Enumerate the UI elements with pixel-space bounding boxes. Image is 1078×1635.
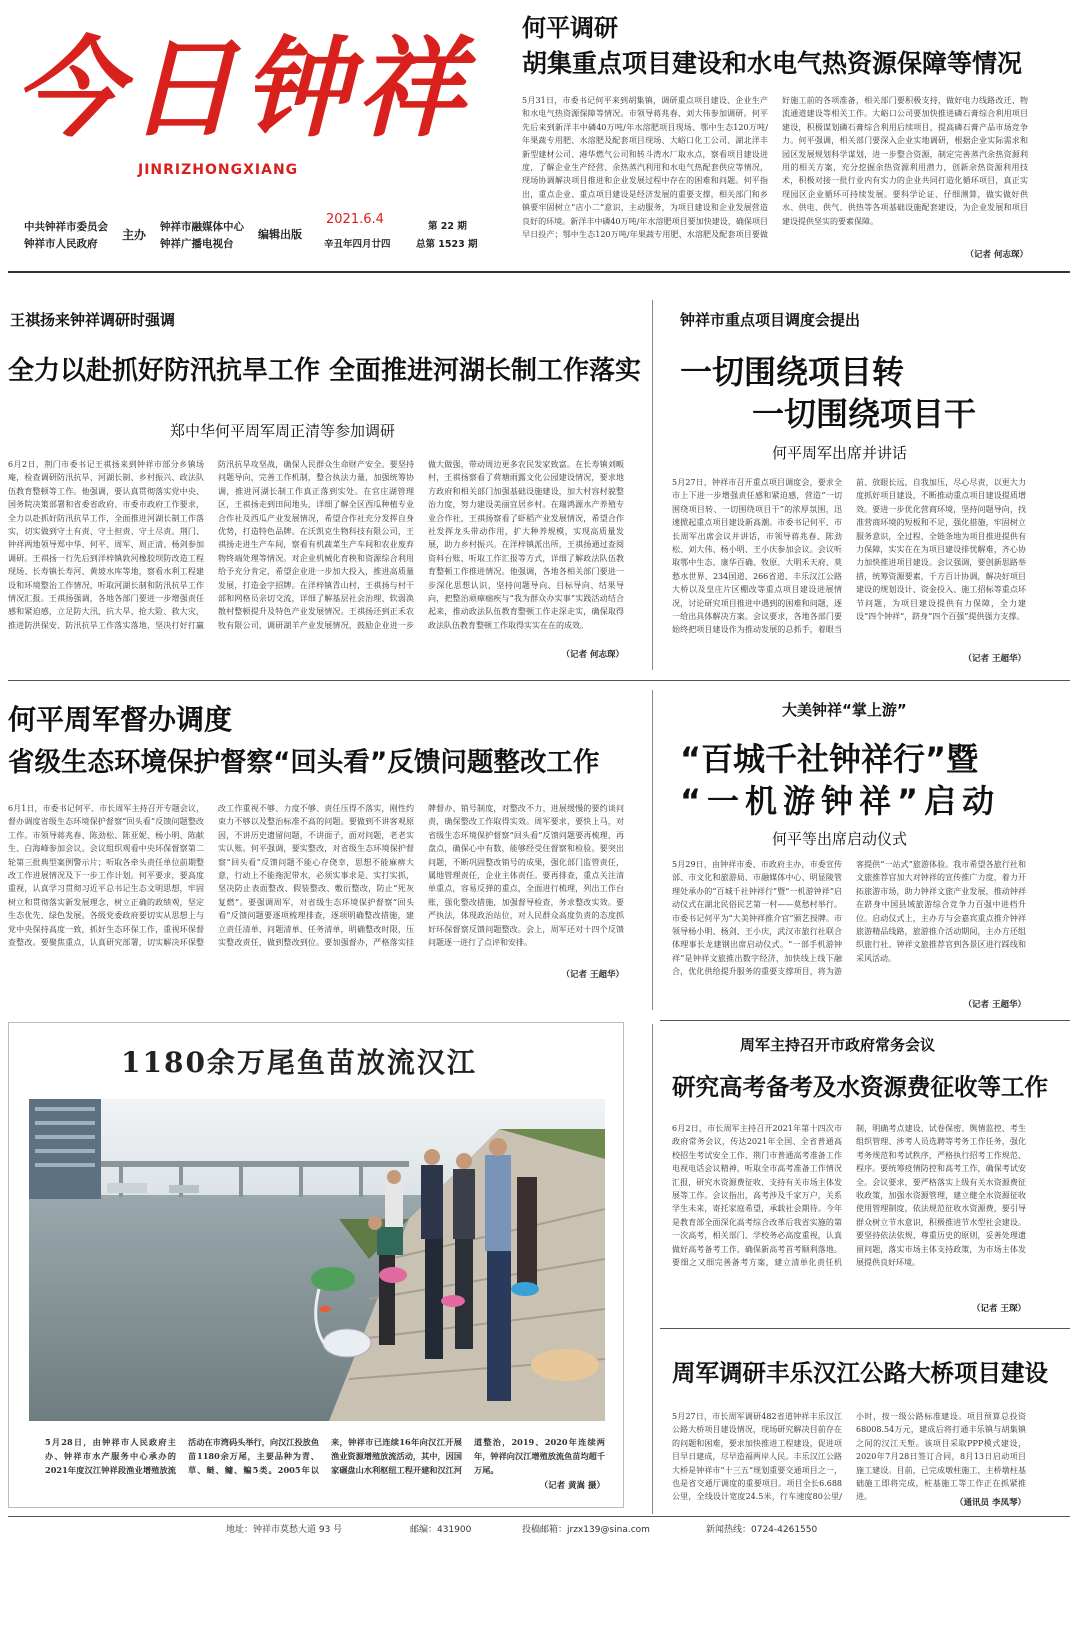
section-rule-2 <box>660 1020 1070 1021</box>
article-5-byline: （记者 王超华） <box>900 998 1026 1010</box>
article-8-byline: （通讯员 李凤琴） <box>890 1496 1026 1508</box>
publisher-1: 钟祥市融媒体中心 <box>160 221 244 233</box>
article-6-byline: （记者 黄嵩 摄） <box>479 1479 605 1491</box>
photo-feature-box <box>8 1022 624 1508</box>
lunar-date: 辛丑年四月廿四 <box>324 239 391 250</box>
article-4-headline-line1: 何平周军督办调度 <box>8 703 233 736</box>
article-4-body: 6月1日，市委书记何平、市长周军主持召开专题会议，督办调度省级生态环境保护督察“回头看”反馈问题整改工作。市领导蒋兆春、陈劲松、陈亚妮、杨小明、陈献生、白海峰参加会议。会议组织观看中央环保督察第二轮第三批典型案例警示片；听取各牵头责任单位前期整改工作进展情况及下一步工作计划。何平要求，要高度重视，认真学习贯彻习近平总书记生态文明思想，牢固树立和贯彻落实新发展理念，树立正确的政绩观，坚定生态优先、绿色发展。各级党委政府要切实从思想上与党中央保持高度一致，抓好生态环保工作，重视环保督查整改。要聚焦重点，认真研究部署，切实解决环保整改工作重视不够、力度不够、责任压得不落实，刚性约束力不够以及整治标准不高的问题。要做到不讲客观原因，不讲历史遗留问题，不讲面子，面对问题，老老实实认账。何平强调，要实整改，对省级生态环境保护督察“回头看”反馈问题不能心存侥幸，思想不能麻痹大意，行动上不能拖泥带水，必须实事求是、实打实抓，坚决防止表面整改、假装整改、敷衍整改，防止“死灰复燃”。要强调周军，对省级生态环境保护督察“回头看”反馈问题要逐项梳理排查，逐项明确整改措施，建立责任清单、问题清单、任务清单，明确整改时限，压实整改责任，做到整改到位。要加强督办，严格落实挂牌督办、销号制度，对整改不力、进展缓慢的要约谈问责，确保整改工作取得实效。周军要求，要快上马，对省级生态环境保护督察“回头看”反馈问题要再梳理、再盘点，确保心中有数，能够经受住督察和检验。要突出问题，不断巩固整改销号的成果，强化部门监管责任，属地管理责任，企业主体责任。要再排查，重点关注清单重点，容易反弹的重点，全面进行梳理，列出工作台账，强化整改措施，加强督导检查，务求整改实效。要严执法，体现政治站位，对人民群众高度负责的态度抓好环保督察反馈问题整改。会上，周军还对十四个反馈问题逐一进行了点评和安排。 <box>8 804 624 948</box>
green-basin <box>311 1267 355 1291</box>
masthead-rule <box>8 271 1070 273</box>
boat <box>107 1183 147 1193</box>
bridge-deck <box>89 1161 409 1167</box>
article-7-byline: （记者 王琛） <box>920 1302 1026 1314</box>
article-5-headline-line1: “百城千社钟祥行”暨 <box>680 740 979 778</box>
article-2-headline: 全力以赴抓好防汛抗旱工作 全面推进河湖长制工作落实 <box>8 356 642 386</box>
section-rule-3 <box>660 1328 1070 1329</box>
column-divider-3 <box>652 1024 653 1514</box>
article-1-body: 5月31日，市委书记何平来到胡集镇，调研重点项目建设、企业生产和水电气热资源保障等情况。市领导蒋兆春、刘大伟参加调研。何平先后来到新洋丰中磷40万吨/年水溶肥项目现场、鄂中生态120万吨/年果蔬专用肥、水溶肥及配套项目现场、大峪口化工公司、湖北洋丰新型建材公司、港华燃气公司和转斗湾水厂取水点，察看项目建设进度，了解企业生产经营、余热蒸汽利用和水电气热配套供应等情况，现场协调解决项目推进和企业发展过程中存在的困难和问题。何平指出，重点企业、重点项目建设是经济发展的重要支撑，相关部门和乡镇要牢固树立“店小二”意识，主动服务，为项目建设和企业发展营造良好的环境。新洋丰中磷40万吨/年水溶肥项目要加快建设，确保项目早日投产；鄂中生态120万吨/年果蔬专用肥、水溶肥及配套项目要做好施工前的各项准备，相关部门要积极支持，做好电力线路改迁、物流通道建设等相关工作。大峪口公司要加快推进磷石膏综合利用项目建设，积极谋划磷石膏综合利用后续项目，提高磷石膏产品市场竞争力。何平强调，相关部门要深入企业实地调研，根据企业实际需求和园区发展规划科学谋划，进一步整合资源，制定完善蒸汽余热资源利用的相关方案，充分挖掘余热资源利用潜力，创新余热资源利用技术，积极对接一批行业内有实力的企业共同打造化循环项目，真正实现园区企业循环可持续发展。要科学论证、仔细测算，做实做好供水、供电、供气、供热等各项基础设施配套建设，为企业发展和项目建设提供坚实的要素保障。 <box>522 96 1028 240</box>
basket <box>323 1329 371 1357</box>
article-2-body: 6月2日，荆门市委书记王祺扬来到钟祥市部分乡镇场庵，检查调研防汛抗旱、河湖长制、乡村振兴、政法队伍教育整顿等工作。他强调，要认真贯彻落实党中央、国务院决策部署和省委省政府、市委市政府工作要求，全力以赴抓好防汛抗旱工作，全面推进河湖长制工作落实，切实做到守土有责、守土担责、守土尽责。荆门、钟祥两地领导郑中华、何平、周军、周正清、杨剑参加调研。王祺扬一行先后到洋梓镇敦河橡胶坝防改造工程现场、长寿镇长寿河、黄坡水库等地，察看水利工程建设和环境整治工作情况，听取河湖长制和防汛抗旱工作情况汇报。王祺扬强调，各地各部门要进一步增强责任感和紧迫感，立足防大汛、抗大旱、抢大险、救大灾，推进防洪保安、防汛抗旱工作落实落地，坚决打好打赢防汛抗旱攻坚战，确保人民群众生命财产安全。要坚持问题导向，完善工作机制，整合执法力量，加强统筹协调，推进河湖长制工作真正落到实处。在官庄湖管理区，王祺扬走到田间地头，详细了解全区西瓜种植专业合作社及西瓜产业发展情况，希望合作社充分发挥自身优势，打造特色品牌。在沃凯克生物科技有限公司，王祺扬走进生产车间，察看有机蔬菜生产车间和农业废弃物终端处理等情况。对企业机械化育秧和资源综合利用给予充分肯定，希望企业进一步加大投入，推进高质量发展，打造金字招牌。在洋梓镇青山村，王祺扬与村干部和网格员亲切交流，详细了解基层社会治理、软弱涣散村整顿提升及特色产业发展情况。王祺扬还到正禾农牧有限公司，调研湖羊产业发展情况，鼓励企业进一步做大做强，带动周边更多农民发家致富。在长寿镇刘畈村，王祺扬察看了荷塘雨露文化公园建设情况，要求地方政府和相关部门加强基础设施建设，加大村容村貌整治力度，努力建设美丽宜居乡村。在瑞鸿源水产养殖专业合作社，王祺扬察看了虾稻产业发展情况，希望合作社发挥龙头带动作用，扩大种养规模，实现高质量发展，助力乡村振兴。在洋梓镇派出所，王祺扬通过查阅资料台账、听取工作汇报等方式，详细了解政法队伍教育整顿工作推进情况。他强调，各地各相关部门要进一步深化思想认识，坚持问题导向、目标导向、结果导向，把整治顽瘴痼疾与“我为群众办实事”实践活动结合起来，推动政法队伍教育整顿工作走深走实，确保取得政法队伍教育整顿工作取得实实在在的成效。 <box>8 460 624 630</box>
article-7-headline: 研究高考备考及水资源费征收等工作 <box>672 1073 1048 1101</box>
sponsor-1: 中共钟祥市委员会 <box>24 221 108 233</box>
article-2-subhead: 郑中华何平周军周正清等参加调研 <box>170 422 396 440</box>
article-5-headline-line2: “一机游钟祥”启动 <box>680 782 1001 820</box>
column-divider-1 <box>652 300 653 670</box>
article-3-subhead: 何平周军出席并讲话 <box>772 444 908 462</box>
article-1-byline: （记者 何志琛） <box>880 248 1028 260</box>
sponsor-role: 主办 <box>122 228 147 242</box>
article-2-byline: （记者 何志琛） <box>490 648 624 660</box>
article-4-byline: （记者 王超华） <box>490 968 624 980</box>
logo: 今日钟祥 <box>14 26 471 152</box>
issue-number: 第 22 期 <box>428 221 467 232</box>
footer-postcode: 邮编：431900 <box>410 1525 472 1535</box>
section-rule-1 <box>8 680 1070 681</box>
publisher-2: 钟祥广播电视台 <box>160 238 234 250</box>
article-1-kicker: 何平调研 <box>522 14 618 42</box>
logo-pinyin: JINRIZHONGXIANG <box>138 162 299 178</box>
article-2-kicker: 王祺扬来钟祥调研时强调 <box>10 311 176 329</box>
article-3-byline: （记者 王超华） <box>963 654 1026 664</box>
beige-basin <box>531 1349 599 1381</box>
publisher-role: 编辑出版 <box>258 228 302 241</box>
footer-email: 投稿邮箱：jrzx139@sina.com <box>522 1525 650 1535</box>
article-5-kicker: 大美钟祥“掌上游” <box>782 701 907 719</box>
article-4-headline-line2: 省级生态环境保护督察“回头看”反馈问题整改工作 <box>8 747 600 778</box>
sponsor-2: 钟祥市人民政府 <box>24 238 98 250</box>
article-3-kicker: 钟祥市重点项目调度会提出 <box>680 311 861 329</box>
issue-date: 2021.6.4 <box>326 212 384 227</box>
article-5-body: 5月29日，由钟祥市委、市政府主办，市委宣传部、市文化和旅游局、市融媒体中心、明显陵管理处承办的“百城千社钟祥行”暨“一机游钟祥”启动仪式在湖北民俗民艺第一村——莫愁村举行。市委书记何平为“大美钟祥推介官”颁艺授牌。市领导杨小明、杨剑、王小庆，武汉市旅行社联合体理事长龙建钢出席启动仪式。“一部手机游钟祥”是钟祥文旅推出数字经济，加快线上线下融合，优化供给提升服务的重要支撑项目，将为游客提供“一站式”旅游体验。我市希望各旅行社和文旅推荐官加大对钟祥的宣传推广力度，着力开拓旅游市场，助力钟祥文旅产业发展，推动钟祥在跻身中国县域旅游综合竞争力百强中进档升位。启动仪式上，主办方与会嘉宾重点推介钟祥旅游精品线路，旅游推介活动期间，主办方还组织旅行社、钟祥文旅推荐官到各景区进行踩线和采风活动。 <box>672 860 1026 977</box>
footer-address: 地址：钟祥市莫愁大道 93 号 <box>226 1525 343 1535</box>
total-issue-number: 总第 1523 期 <box>416 239 478 250</box>
article-7-body: 6月2日，市长周军主持召开2021年第十四次市政府常务会议，传达2021年全国、全省普通高校招生考试安全工作、荆门市普通高考准备工作电视电话会议精神，听取全市高考准备工作情况汇报，研究水资源费征收、支持有关市场主体发展等工作。会议指出，高考涉及千家万户，关系学生未来，寄托家庭希望，承载社会期待。今年是教育部全面深化高考综合改革后我省实施的第一次高考，相关部门、学校务必高度重视，认真做好高考备考工作，确保新高考首考顺利落地。要细之又细完善备考方案，建立清单化责任机制，明确考点建设、试卷保密、舆情监控、考生组织管理、涉考人员选聘等考务工作任务，强化考务规范和考试秩序，严格执行招考工作规范、程序。要统筹疫情防控和高考工作，确保考试安全。会议要求，要严格落实上级有关水资源费征收政策，加强水资源管理，建立健全水资源征收使用管理制度，依法规范征收水资源费，要引导群众树立节水意识，积极推进节水型社会建设。要坚持依法依规、尊重历史的原则，妥善处理遗留问题，落实市场主体支持政策，为市场主体发展提供良好环境。 <box>672 1124 1026 1268</box>
pink-basin <box>379 1267 407 1283</box>
footer-hotline: 新闻热线：0724-4261550 <box>706 1525 818 1535</box>
article-3-headline-line1: 一切围绕项目转 <box>680 353 905 391</box>
article-1-headline: 胡集重点项目建设和水电气热资源保障等情况 <box>522 49 1023 78</box>
article-3-headline-line2: 一切围绕项目干 <box>752 395 977 433</box>
column-divider-2 <box>652 690 653 1010</box>
article-8-body: 5月27日，市长周军调研482省道钟祥丰乐汉江公路大桥项目建设情况，现场研究解决目前存在的问题和困难，要求加快推进工程建设，促进项目早日建成，尽早造福两岸人民。丰乐汉江公路大桥是钟祥市“十三五”规划重要交通项目之一，也是省交通厅调度的重要项目。项目全长6.688公里，全线设计宽度24.5米，行车速度80公里/小时，按一级公路标准建设。项目预算总投资68008.54万元，建成后将打通丰乐镇与胡集镇之间的汉江天堑。该项目采取PPP模式建设，2020年7月28日签订合同，8月13日启动项目施工建设。目前，已完成墩柱施工，主桥墩柱基础施工即将完成，桩基施工等工作正在抓紧推进。 <box>672 1412 1026 1502</box>
article-6-caption: 5月28日，由钟祥市人民政府主办、钟祥市水产服务中心承办的2021年度汉江钟祥段渔业增殖放流活动在市湾码头举行，向汉江投放鱼苗1180余万尾，主要品种为青、草、鲢、鳙、鳊5类。2005年以来，钟祥市已连续16年向汉江开展渔业资源增殖放流活动，其中，因国家碾盘山水利枢纽工程开建和汉江河道整治，2019、2020年连续两年，钟祥向汉江增殖放流鱼苗均超千万尾。 <box>45 1437 605 1475</box>
article-6-headline: 1180余万尾鱼苗放流汉江 <box>121 1046 477 1079</box>
masthead <box>0 0 1078 274</box>
article-3-body: 5月27日，钟祥市召开重点项目调度会，要求全市上下进一步增强责任感和紧迫感，营造“一切围绕项目转、一切围绕项目干”的浓厚氛围，迅速掀起重点项目建设新高潮。市委书记何平、市长周军出席会议并讲话，市领导蒋兆春、陈劲松、刘大伟、杨小明、王小庆参加会议。会议听取鄂中生态、康华百确、牧原、大明禾天府、莫愁水世界、234国道、266省道、丰乐汉江公路大桥以及皇庄片区棚改等重点项目建设进展情况，讨论研究项目推进中遇到的困难和问题，逐一给出具体解决方案。会议要求，各地各部门要始终把项目建设作为推动发展的总抓手，着眼当前、放眼长远，自我加压，尽心尽责，以更大力度抓好项目建设，不断推动重点项目建设提质增效。要进一步优化营商环境，坚持问题导向，找准营商环境的短板和不足，强化措施，牢固树立服务意识，全过程、全链条地为项目推进提供有力保障，实实在在为项目建设排忧解难，齐心协力加快推进项目建设。会议强调，要创新思路举措，统筹资源要素，千方百计协调，解决好项目建设的规划设计、资金投入、施工招标等重点环节问题，为项目建设提供有力保障，全力建设“四个钟祥”，跻身“四个百强”提供强力支撑。 <box>672 478 1026 635</box>
river-photo <box>29 1099 605 1421</box>
footer-rule <box>8 1516 1070 1517</box>
article-8-headline: 周军调研丰乐汉江公路大桥项目建设 <box>672 1359 1048 1387</box>
article-5-subhead: 何平等出席启动仪式 <box>772 830 908 848</box>
article-7-kicker: 周军主持召开市政府常务会议 <box>740 1036 936 1054</box>
